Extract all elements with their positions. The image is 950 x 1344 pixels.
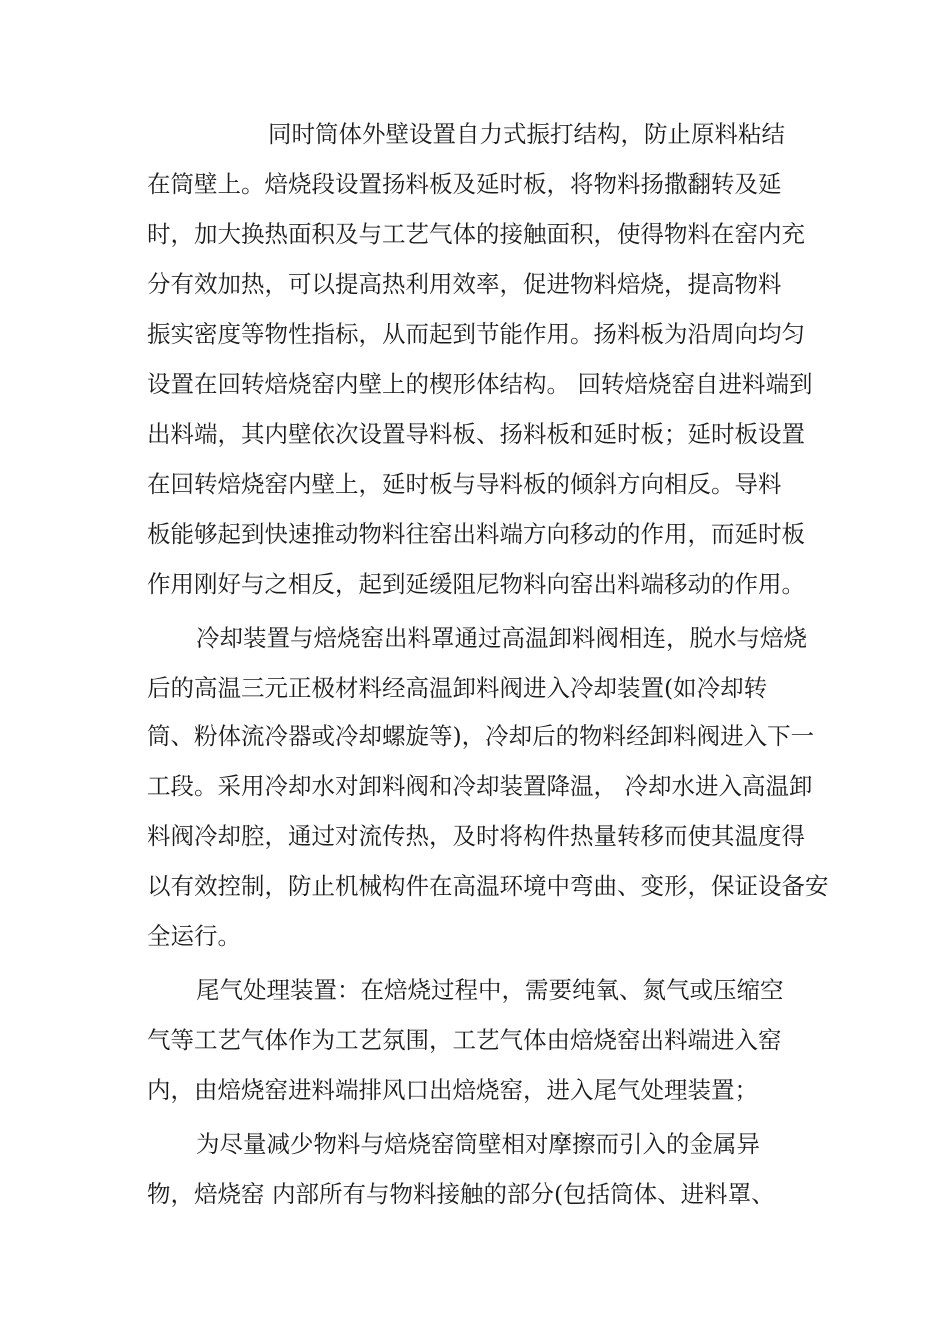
paragraph-1-line-4: 分有效加热，可以提高热利用效率，促进物料焙烧，提高物料: [147, 270, 782, 298]
paragraph-2-line-2: 后的高温三元正极材料经高温卸料阀进入冷却装置(如冷却转: [147, 674, 768, 702]
paragraph-2-line-3: 筒、粉体流冷器或冷却螺旋等)，冷却后的物料经卸料阀进入下一: [147, 722, 815, 750]
paragraph-3-line-3: 内，由焙烧窑进料端排风口出焙烧窑，进入尾气处理装置；: [147, 1076, 758, 1104]
paragraph-2-line-7: 全运行。: [147, 922, 241, 950]
paragraph-4-line-2: 物，焙烧窑 内部所有与物料接触的部分(包括筒体、进料罩、: [147, 1180, 775, 1208]
paragraph-1-line-8: 在回转焙烧窑内壁上，延时板与导料板的倾斜方向相反。导料: [147, 470, 782, 498]
paragraph-1-line-6: 设置在回转焙烧窑内壁上的楔形体结构。 回转焙烧窑自进料端到: [147, 370, 813, 398]
paragraph-1-line-2: 在筒壁上。焙烧段设置扬料板及延时板，将物料扬撒翻转及延: [147, 170, 782, 198]
paragraph-4-line-1: 为尽量减少物料与焙烧窑筒壁相对摩擦而引入的金属异: [196, 1130, 760, 1158]
paragraph-2-line-5: 料阀冷却腔，通过对流传热，及时将构件热量转移而使其温度得: [147, 822, 805, 850]
paragraph-3-line-2: 气等工艺气体作为工艺氛围，工艺气体由焙烧窑出料端进入窑: [147, 1026, 782, 1054]
paragraph-1-line-1: 同时筒体外壁设置自力式振打结构，防止原料粘结: [268, 120, 785, 148]
paragraph-2-line-4: 工段。采用冷却水对卸料阀和冷却装置降温， 冷却水进入高温卸: [147, 772, 813, 800]
paragraph-3-line-1: 尾气处理装置：在焙烧过程中，需要纯氧、氮气或压缩空: [196, 976, 784, 1004]
paragraph-2-line-6: 以有效控制，防止机械构件在高温环境中弯曲、变形，保证设备安: [147, 872, 829, 900]
paragraph-1-line-9: 板能够起到快速推动物料往窑出料端方向移动的作用，而延时板: [147, 520, 805, 548]
paragraph-1-line-7: 出料端，其内壁依次设置导料板、扬料板和延时板；延时板设置: [147, 420, 805, 448]
paragraph-1-line-10: 作用刚好与之相反，起到延缓阻尼物料向窑出料端移动的作用。: [147, 570, 805, 598]
paragraph-1-line-5: 振实密度等物性指标，从而起到节能作用。扬料板为沿周向均匀: [147, 320, 805, 348]
paragraph-1-line-3: 时，加大换热面积及与工艺气体的接触面积，使得物料在窑内充: [147, 220, 805, 248]
paragraph-2-line-1: 冷却装置与焙烧窑出料罩通过高温卸料阀相连，脱水与焙烧: [196, 624, 807, 652]
